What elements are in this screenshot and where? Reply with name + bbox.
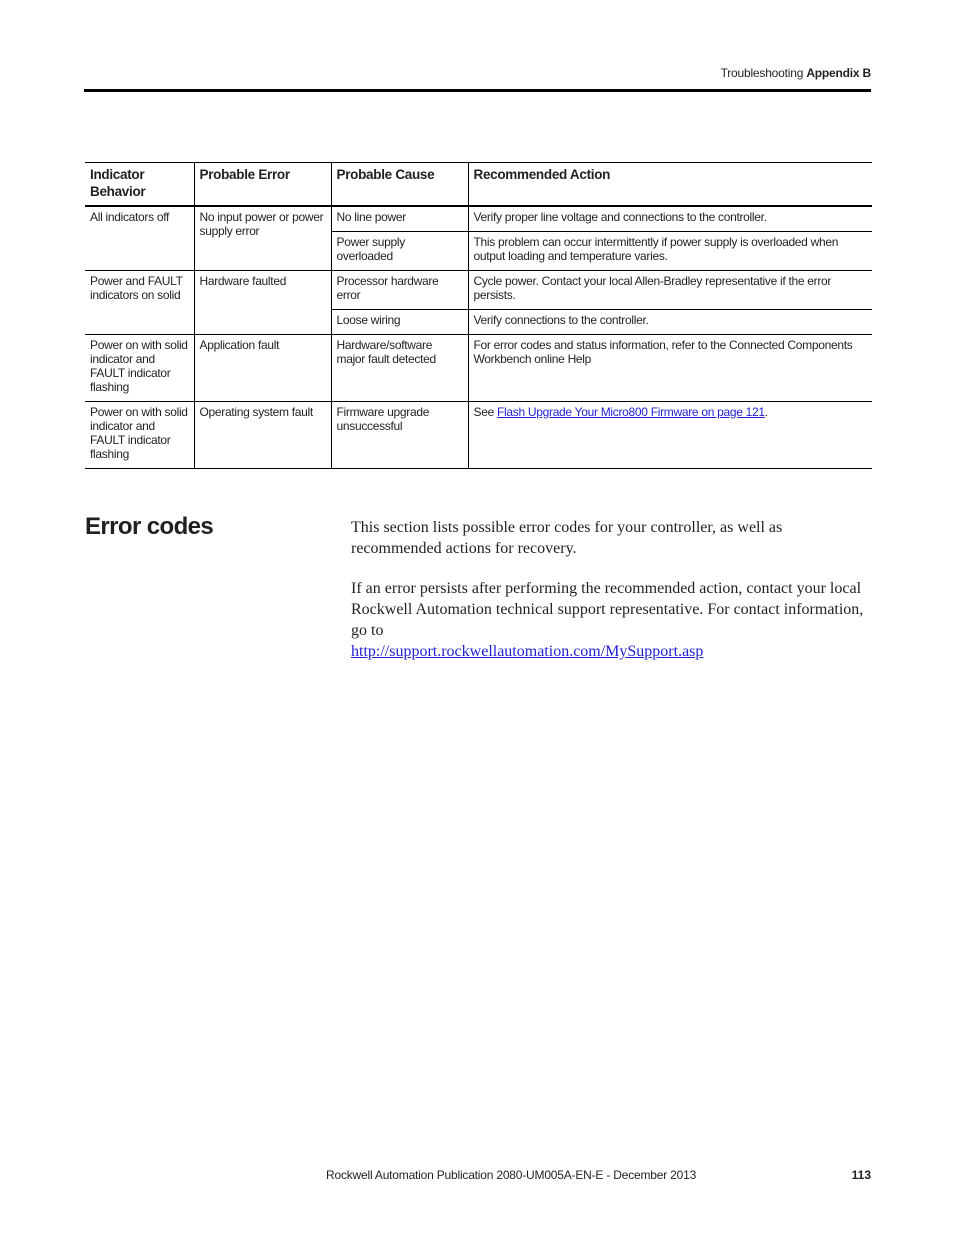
column-header-indicator: Indicator Behavior [85,163,194,207]
indicator-cell: Power on with solid indicator and FAULT indicator flashing [85,334,194,401]
action-prefix: See [473,404,497,419]
table-row [85,334,872,401]
error-cell: Hardware faulted [194,270,331,334]
action-cell [468,401,872,468]
indicator-cell: Power and FAULT indicators on solid [85,270,194,334]
action-cell: Verify proper line voltage and connections to the controller. [468,206,872,231]
contact-text: If an error persists after performing the recommended action, contact your local Rockwell Automation technical support representative. For contact information, go to [351,580,864,639]
cause-cell: Power supply overloaded [331,231,468,270]
firmware-upgrade-link[interactable]: Flash Upgrade Your Micro800 Firmware on page 121 [497,404,765,419]
troubleshooting-table [85,162,872,469]
error-cell: Operating system fault [194,401,331,468]
footer-publication: Rockwell Automation Publication 2080-UM005A-EN-E - December 2013 [326,1168,697,1182]
action-cell: For error codes and status information, refer to the Connected Components Workbench online Help [468,334,872,401]
error-cell: Application fault [194,334,331,401]
cause-cell: Firmware upgrade unsuccessful [331,401,468,468]
header-appendix: Appendix B [806,66,871,80]
action-cell: This problem can occur intermittently if power supply is overloaded when output loading and temperature varies. [468,231,872,270]
column-header-cause: Probable Cause [331,163,468,207]
column-header-error: Probable Error [194,163,331,207]
page-number: 113 [851,1168,871,1182]
table-header-row [85,163,872,207]
column-header-action: Recommended Action [468,163,872,207]
cause-cell: Loose wiring [331,309,468,334]
table-row [85,206,872,231]
running-header [721,66,871,80]
indicator-cell: All indicators off [85,206,194,270]
header-rule [84,89,871,92]
action-suffix: . [764,404,768,419]
indicator-cell: Power on with solid indicator and FAULT indicator flashing [85,401,194,468]
contact-paragraph [351,578,873,662]
section-title: Error codes [85,513,214,540]
header-section: Troubleshooting [720,66,804,80]
cause-cell: No line power [331,206,468,231]
table-row [85,401,872,468]
error-cell: No input power or power supply error [194,206,331,270]
table-row [85,270,872,309]
cause-cell: Hardware/software major fault detected [331,334,468,401]
support-url-link[interactable]: http://support.rockwellautomation.com/MySupport.asp [351,643,704,660]
cause-cell: Processor hardware error [331,270,468,309]
action-cell: Verify connections to the controller. [468,309,872,334]
intro-paragraph: This section lists possible error codes for your controller, as well as recommended actions for recovery. [351,519,783,557]
action-cell: Cycle power. Contact your local Allen-Bradley representative if the error persists. [468,270,872,309]
